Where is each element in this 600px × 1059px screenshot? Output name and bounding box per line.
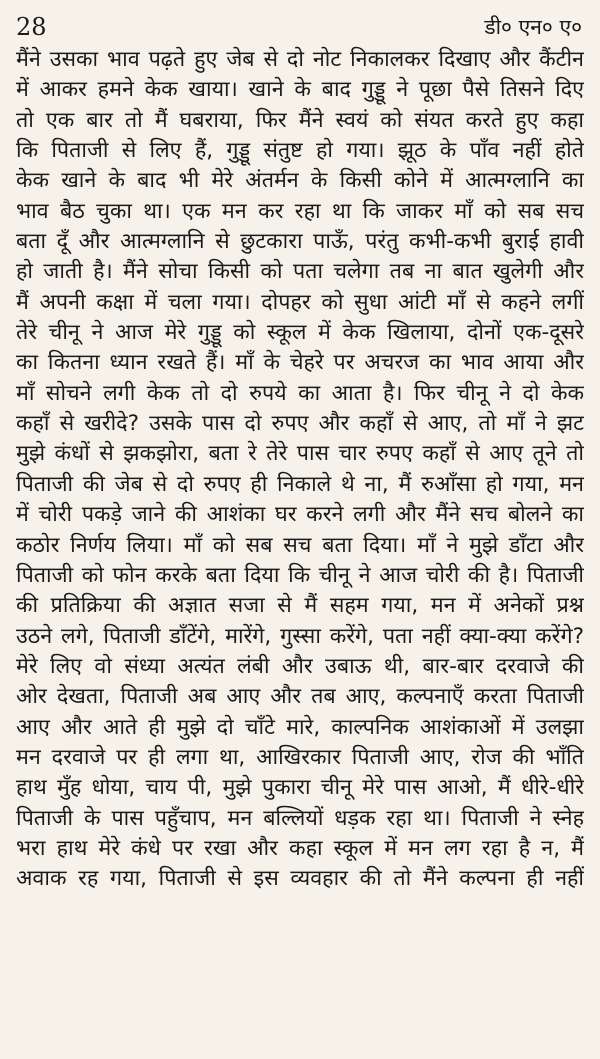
text-line: उठने लगे, पिताजी डाँटेंगे, मारेंगे, गुस्सा करेंगे, पता नहीं क्या-क्या करेंगे? bbox=[16, 623, 584, 649]
text-line: माँ सोचने लगी केक तो दो रुपये का आता है। फिर चीनू ने दो केक bbox=[16, 380, 584, 406]
text-line: की प्रतिक्रिया की अज्ञात सजा से मैं सहम गया, मन में अनेकों प्रश्न bbox=[16, 593, 584, 619]
running-head: डी० एन० ए० bbox=[484, 15, 582, 39]
text-line: मुझे कंधों से झकझोरा, बता रे तेरे पास चार रुपए कहाँ से आए तूने तो bbox=[16, 441, 584, 467]
text-line: भाव बैठ चुका था। एक मन कर रहा था कि जाकर माँ को सब सच bbox=[16, 198, 584, 224]
text-line: मन दरवाजे पर ही लगा था, आखिरकार पिताजी आए, रोज की भाँति bbox=[16, 744, 584, 770]
page-header bbox=[16, 12, 582, 42]
text-line: हो जाती है। मैंने सोचा किसी को पता चलेगा तब ना बात खुलेगी और bbox=[16, 259, 584, 285]
text-line: तो एक बार तो मैं घबराया, फिर मैंने स्वयं को संयत करते हुए कहा bbox=[16, 107, 584, 133]
text-line: मैंने उसका भाव पढ़ते हुए जेब से दो नोट निकालकर दिखाए और कैंटीन bbox=[16, 47, 584, 72]
text-line: बता दूँ और आत्मग्लानि से छुटकारा पाऊँ, परंतु कभी-कभी बुराई हावी bbox=[16, 229, 584, 255]
text-line: कहाँ से खरीदे? उसके पास दो रुपए और कहाँ से आए, तो माँ ने झट bbox=[16, 411, 584, 437]
text-line: पिताजी की जेब से दो रुपए ही निकाले थे ना, मैं रुआँसा हो गया, मन bbox=[16, 471, 584, 497]
body-text bbox=[16, 45, 584, 895]
text-line: का कितना ध्यान रखते हैं। माँ के चेहरे पर अचरज का भाव आया और bbox=[16, 350, 584, 376]
text-line: तेरे चीनू ने आज मेरे गुड्डू को स्कूल में केक खिलाया, दोनों एक-दूसरे bbox=[16, 320, 584, 346]
text-line: मेरे लिए वो संध्या अत्यंत लंबी और उबाऊ थी, बार-बार दरवाजे की bbox=[16, 653, 584, 679]
page-number: 28 bbox=[16, 13, 47, 41]
text-line: मैं अपनी कक्षा में चला गया। दोपहर को सुधा आंटी माँ से कहने लगीं bbox=[16, 289, 584, 315]
text-line: ओर देखता, पिताजी अब आए और तब आए, कल्पनाएँ करता पिताजी bbox=[16, 684, 584, 710]
text-line: में चोरी पकड़े जाने की आशंका घर करने लगी और मैंने सच बोलने का bbox=[16, 502, 584, 528]
text-line: में आकर हमने केक खाया। खाने के बाद गुड्डू ने पूछा पैसे तिसने दिए bbox=[16, 77, 584, 103]
text-line: हाथ मुँह धोया, चाय पी, मुझे पुकारा चीनू मेरे पास आओ, मैं धीरे-धीरे bbox=[16, 775, 584, 801]
text-line: पिताजी के पास पहुँचाप, मन बल्लियों धड़क रहा था। पिताजी ने स्नेह bbox=[16, 805, 584, 831]
text-line: अवाक रह गया, पिताजी से इस व्यवहार की तो मैंने कल्पना ही नहीं bbox=[16, 866, 584, 892]
text-line: पिताजी को फोन करके बता दिया कि चीनू ने आज चोरी की है। पिताजी bbox=[16, 562, 584, 588]
text-line: केक खाने के बाद भी मेरे अंतर्मन के किसी कोने में आत्मग्लानि का bbox=[16, 168, 584, 194]
text-line: कठोर निर्णय लिया। माँ को सब सच बता दिया। माँ ने मुझे डाँटा और bbox=[16, 532, 584, 558]
text-line: कि पिताजी से लिए हैं, गुड्डू संतुष्ट हो गया। झूठ के पाँव नहीं होते bbox=[16, 138, 584, 164]
text-line: आए और आते ही मुझे दो चाँटे मारे, काल्पनिक आशंकाओं में उलझा bbox=[16, 714, 584, 740]
text-line: भरा हाथ मेरे कंधे पर रखा और कहा स्कूल में मन लग रहा है न, मैं bbox=[16, 835, 584, 861]
